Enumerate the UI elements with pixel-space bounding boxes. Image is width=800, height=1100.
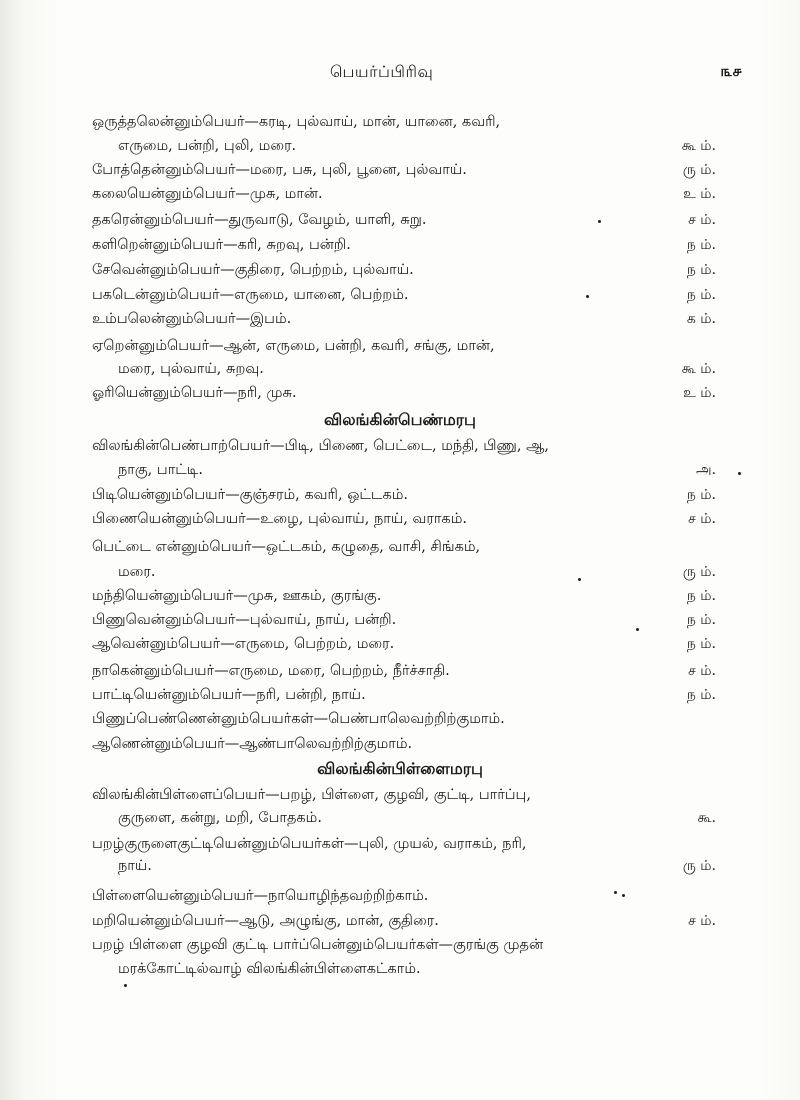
entry-code: ச ம். [688,913,716,929]
section-heading: விலங்கின்பிள்ளைமரபு [317,759,483,778]
page-number: ௩௪ [720,62,742,80]
entry-code: ந ம். [686,588,716,604]
entry-code: ந ம். [686,487,716,503]
entry-code: ச ம். [688,212,716,228]
entry-line: பகடென்னும்பெயர்—எருமை, யானை, பெற்றம். [92,287,409,303]
entry-code: அ. [695,462,716,478]
scan-speck [578,578,581,581]
entry-line: பிள்ளையென்னும்பெயர்—நாயொழிந்தவற்றிற்காம். [92,888,429,904]
entry-code: ந ம். [686,287,716,303]
entry-line: பிணையென்னும்பெயர்—உழை, புல்வாய், நாய், வராகம். [92,511,467,527]
entry-line: ஒருத்தலென்னும்பெயர்—கரடி, புல்வாய், மான், யானை, கவரி, [92,114,501,130]
entry-line: மறியென்னும்பெயர்—ஆடு, அழுங்கு, மான், குதிரை. [92,913,439,929]
entry-line: விலங்கின்பெண்பாற்பெயர்—பிடி, பிணை, பெட்டை, மந்தி, பிணு, ஆ, [92,438,550,454]
entry-line: பறழ் பிள்ளை குழவி குட்டி பார்ப்பென்னும்பெயர்கள்—குரங்கு முதன் [92,937,544,953]
entry-line: பெட்டை என்னும்பெயர்—ஒட்டகம், கழுதை, வாசி, சிங்கம், [92,539,481,555]
entry-line: பறழ்குருளைகுட்டியென்னும்பெயர்கள்—புலி, முயல், வராகம், நரி, [92,836,527,852]
running-title: பெயர்ப்பிரிவு [330,62,434,81]
entry-code: ந ம். [686,612,716,628]
entry-line: நாகு, பாட்டி. [118,462,203,478]
entry-line: எருமை, பன்றி, புலி, மரை. [118,138,297,154]
entry-line: நாய். [118,858,152,874]
scan-speck [586,295,589,298]
scan-speck [614,891,617,894]
entry-line: மரை, புல்வாய், சுறவு. [118,361,264,377]
entry-code: உ ம். [683,186,716,202]
entry-code: கூ ம். [681,138,716,154]
entry-code: ரு ம். [682,162,716,178]
entry-line: சேவென்னும்பெயர்—குதிரை, பெற்றம், புல்வாய். [92,262,414,278]
entry-code: ச ம். [688,663,716,679]
entry-line: பாட்டியென்னும்பெயர்—நரி, பன்றி, நாய். [92,687,366,703]
entry-code: கூ. [697,810,716,826]
scan-speck [124,984,127,987]
entry-line: களிறென்னும்பெயர்—கரி, சுறவு, பன்றி. [92,237,351,253]
entry-line: உம்பலென்னும்பெயர்—இபம். [92,311,292,327]
page-header [0,62,800,86]
entry-code: ந ம். [686,262,716,278]
scan-speck [598,220,601,223]
entry-line: கலையென்னும்பெயர்—முசு, மான். [92,186,323,202]
section-heading: விலங்கின்பெண்மரபு [324,410,476,429]
entry-code: க ம். [686,311,716,327]
entry-line: பிடியென்னும்பெயர்—குஞ்சரம், கவரி, ஒட்டகம். [92,487,408,503]
entry-line: ஆணென்னும்பெயர்—ஆண்பாலெவற்றிற்குமாம். [92,736,413,752]
entry-code: கூ ம். [681,361,716,377]
entry-line: மரை. [118,564,156,580]
entry-line: குருளை, கன்று, மறி, போதகம். [118,810,322,826]
entry-code: ச ம். [688,511,716,527]
entry-code: உ ம். [683,385,716,401]
entry-code: ந ம். [686,687,716,703]
entry-line: விலங்கின்பிள்ளைப்பெயர்—பறழ், பிள்ளை, குழவி, குட்டி, பார்ப்பு, [92,787,531,803]
entry-line: ஓரியென்னும்பெயர்—நரி, முசு. [92,385,297,401]
entry-line: பிணுப்பெண்ணென்னும்பெயர்கள்—பெண்பாலெவற்றிற்குமாம். [92,711,505,727]
entry-line: மரக்கோட்டில்வாழ் விலங்கின்பிள்ளைகட்காம். [118,961,421,977]
entry-code: ந ம். [686,237,716,253]
entry-line: நாகென்னும்பெயர்—எருமை, மரை, பெற்றம், நீர்ச்சாதி. [92,663,450,679]
scan-speck [636,628,639,631]
entry-line: ஏறென்னும்பெயர்—ஆன், எருமை, பன்றி, கவரி, சங்கு, மான், [92,338,495,354]
entry-line: ஆவென்னும்பெயர்—எருமை, பெற்றம், மரை. [92,636,395,652]
scan-speck [622,894,625,897]
entry-code: ந ம். [686,636,716,652]
entry-line: தகரென்னும்பெயர்—துருவாடு, வேழம், யாளி, சுறு. [92,212,427,228]
entry-line: மந்தியென்னும்பெயர்—முசு, ஊகம், குரங்கு. [92,588,382,604]
entry-line: போத்தென்னும்பெயர்—மரை, பசு, புலி, பூனை, புல்வாய். [92,162,467,178]
entry-line: பிணுவென்னும்பெயர்—புல்வாய், நாய், பன்றி. [92,612,397,628]
entry-code: ரு ம். [682,564,716,580]
entry-code: ரு ம். [682,858,716,874]
scan-speck [738,472,741,475]
